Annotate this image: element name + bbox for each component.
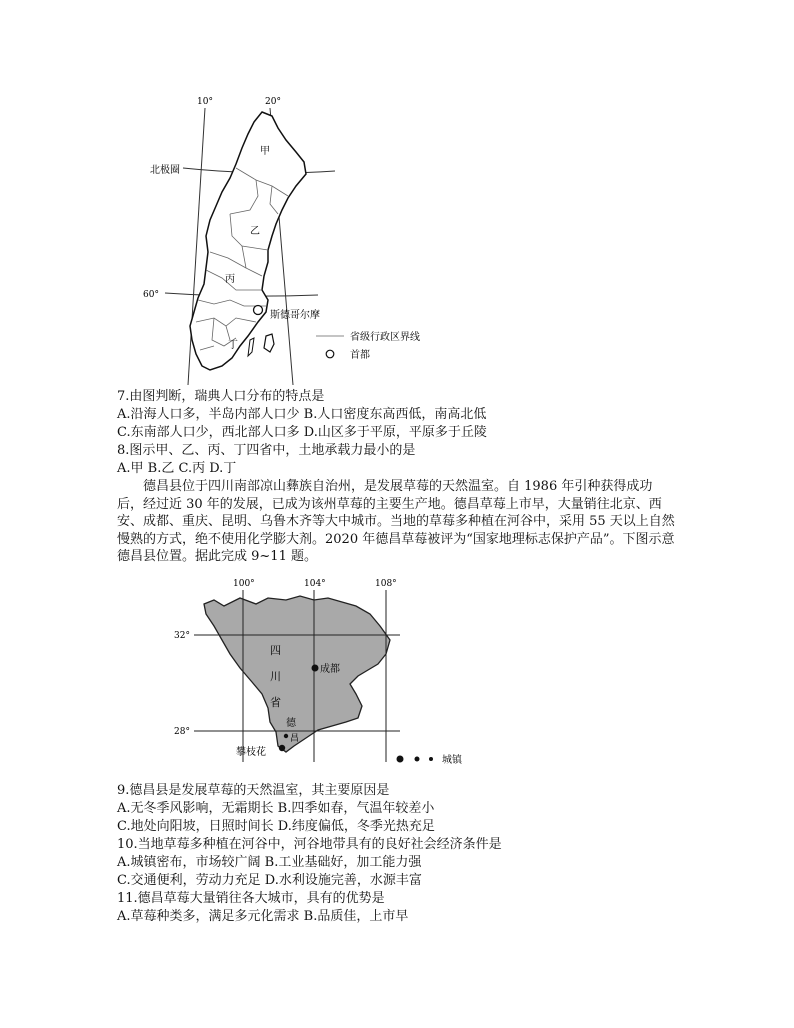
lat-32-label: 32° — [174, 631, 190, 641]
legend-capital-label: 首都 — [350, 350, 370, 361]
lon-108-label: 108° — [375, 579, 397, 589]
q9-options-ab: A.无冬季风影响，无霜期长 B.四季如春，气温年较差小 — [117, 801, 435, 816]
lon-20-label: 20° — [265, 97, 281, 107]
province-label-si: 四 — [270, 644, 281, 657]
region-bing-label: 丙 — [225, 274, 235, 285]
q9-stem: 9.德昌县是发展草莓的天然温室，其主要原因是 — [117, 783, 390, 798]
q10-options-cd: C.交通便利，劳动力充足 D.水利设施完善，水源丰富 — [117, 873, 422, 888]
legend-boundary-label: 省级行政区界线 — [350, 332, 420, 343]
lat-60-label: 60° — [143, 290, 159, 300]
q7-stem: 7.由图判断，瑞典人口分布的特点是 — [117, 389, 325, 404]
q8-options: A.甲 B.乙 C.丙 D.丁 — [117, 461, 237, 476]
q7-options-ab: A.沿海人口多，半岛内部人口少 B.人口密度东高西低，南高北低 — [117, 407, 487, 422]
panzhihua-label: 攀枝花 — [236, 747, 266, 758]
legend-town-dot-2 — [415, 757, 420, 762]
lon-104-label: 104° — [304, 579, 326, 589]
chengdu-marker — [312, 665, 319, 672]
q10-stem: 10.当地草莓多种植在河谷中，河谷地带具有的良好社会经济条件是 — [117, 837, 502, 852]
region-jia-label: 甲 — [260, 146, 270, 157]
legend-town-label: 城镇 — [442, 755, 462, 766]
panzhihua-marker — [279, 745, 285, 751]
legend-town-dot-1 — [397, 756, 404, 763]
q10-options-ab: A.城镇密布，市场较广阔 B.工业基础好，加工能力强 — [117, 855, 422, 870]
passage-text: 德昌县位于四川南部凉山彝族自治州，是发展草莓的天然温室。自 1986 年引种获得成功后，经过近 30 年的发展，已成为该州草莓的主要生产地。德昌草莓上市早，大量销往北京、西安、成都、重庆、昆明、乌鲁木齐等大中城市。当地的草莓多种植在河谷中，采用 55 天以上自然慢熟的方式，绝不使用化学膨大剂。2020 年德昌草莓被评为“国家地理标志保护产品”。下图示意德昌县位置。据此完成 9~11 题。 — [117, 479, 675, 564]
stockholm-label: 斯德哥尔摩 — [270, 310, 320, 321]
lat-28-label: 28° — [174, 727, 190, 737]
legend-town-dot-3 — [429, 757, 433, 761]
q7-options-cd: C.东南部人口少，西北部人口多 D.山区多于平原，平原多于丘陵 — [117, 425, 487, 440]
region-yi-label: 乙 — [250, 226, 260, 237]
sichuan-province-shape — [204, 596, 390, 752]
arctic-circle-label: 北极圈 — [150, 165, 180, 176]
region-ding-label: 丁 — [228, 340, 238, 351]
q8-stem: 8.图示甲、乙、丙、丁四省中，土地承载力最小的是 — [117, 443, 416, 458]
province-label-sheng: 省 — [270, 696, 281, 709]
province-label-chuan: 川 — [270, 670, 281, 683]
dechang-label-chang: 昌 — [290, 734, 300, 744]
q11-options-ab: A.草莓种类多，满足多元化需求 B.品质佳，上市早 — [117, 909, 409, 924]
lon-10-label: 10° — [197, 97, 213, 107]
q11-stem: 11.德昌草莓大量销往各大城市，具有的优势是 — [117, 891, 385, 906]
dechang-marker — [284, 734, 288, 738]
chengdu-label: 成都 — [320, 664, 340, 675]
lon-100-label: 100° — [233, 579, 255, 589]
q9-options-cd: C.地处向阳坡，日照时间长 D.纬度偏低，冬季光热充足 — [117, 819, 435, 834]
dechang-label-de: 德 — [286, 718, 296, 729]
